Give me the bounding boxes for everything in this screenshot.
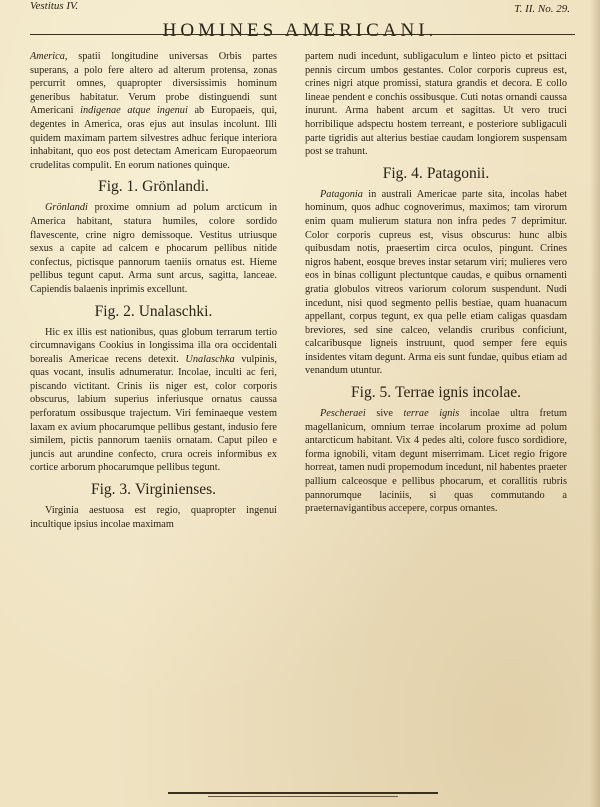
fig1-heading: Fig. 1. Grönlandi. [98, 178, 209, 196]
fig5-paragraph: Pescheraei sive terrae ignis incolae ultra fretum magellanicum, omnium terrae incolarum proxime ad polum antarcticum habitant. Vix 4 pedes alti, colore fusco sordidiore, forma ignobili, vitam degunt miserrimam. Licet regio frigore horreat, tamen nudi propemodum incedunt, nil habentes praeter pallium calceosque e pellibus phocarum, et corallitis rubris pannorumque laciniis, si quas commutando a praeternavigantibus accepere, corpus ornantes. [305, 408, 567, 515]
fig3-paragraph: Virginia aestuosa est regio, quapropter ingenui incultique ipsius incolae maximam [30, 505, 277, 530]
fig4-paragraph: Patagonia in australi Americae parte sita, incolas habet hominum, quos adhuc cognoverimus, maximos; tam virorum enim quam mulierum statura non infra pedes 7 deprimitur. Color corporis cupreus est, visus obscurus: hunc albis quibusdam notis, praesertim circa oculos, pingunt. Crines nigros habent, eosque breves instar setarum viri; mulieres vero eos in binas colligunt plectuntque caudas, e quibus ornamenti gratia globulos vitreos variorum colorum suspendunt. Nudi incedunt, nisi quod segmento pellis bestiae, quam huanacum appellant, corpus tegunt, ex qua pelle etiam caligas quasdam breviores, sed sine calceo, velandis cruribus conficiunt, calcaribusque ligneis instruunt, quod semper fere equis insidentes vitam degunt. Arma eis sunt fundae, quibus etiam ad venandum utuntur. [305, 188, 567, 377]
fig5-heading: Fig. 5. Terrae ignis incolae. [351, 384, 521, 402]
right-column [305, 50, 567, 516]
fig3-heading: Fig. 3. Virginienses. [90, 481, 217, 499]
fig4-heading: Fig. 4. Patagonii. [382, 164, 490, 182]
intro-indigenae: indigenae atque ingenui [80, 105, 188, 117]
left-column [30, 50, 277, 531]
fig2-heading: Fig. 2. Unalaschki. [94, 302, 213, 320]
fig1-paragraph: Grönlandi proxime omnium ad polum arcticum in America habitant, statura humiles, colore sordido flavescente, crine nigro demissoque. Vestitus utriusque sexus a capite ad calcem e phocarum pellibus nitide confectus, pictisque pannorum taeniis ornatus est. Hieme pellibus tegunt caput. Arma sunt arcus, sagitta, lanceae. Capiendis balaenis inprimis excellunt. [30, 202, 277, 295]
fig3-continuation: partem nudi incedunt, subligaculum e linteo picto et psittaci pennis circum umbos gestantes. Color corporis cupreus est, crines nigri atque promissi, statura grandis et decora. E collo lineae pendent e conchis ossibusque. Cuti notas ornandi caussa inurunt. Arma habent arcum et sagittas. Ut vero truci horribilique adspectu hostem terreant, e posteriore subligaculi parte tigridis aut alterius bestiae caudam longiorem suspensam post se trahunt. [305, 51, 567, 158]
intro-america: America [30, 51, 65, 62]
fig2-paragraph: Hic ex illis est nationibus, quas globum terrarum tertio circumnavigans Cookius in longissima illa ora occidentali borealis Americae recens detexit. Unalaschka vulpinis, quas vocant, insulis adnumeratur. Incolae, inculti ac feri, piscando victitant. Crinis iis niger est, color corporis obscurus, labium superius inferiusque ornatus caussa perforatum ossibusque trajectum. Viri feminaeque vestem laxam ex avium phocarumque pellibus gestant, indusio fere similem, pictis pannorum taeniis ornatam. Caput pileo e juncis aut arundine confecto, crura ocreis informibus ex cortice arborum phocarumque pellibus tegunt. [30, 326, 277, 474]
header-rule [30, 34, 575, 35]
volume-label: Vestitus IV. [30, 0, 79, 12]
plate-number: T. II. No. 29. [514, 3, 570, 15]
intro-paragraph: America, spatii longitudine universas Orbis partes superans, a polo fere altero ad alterum protensa, zonas percurrit omnes, quapropter diversissimis hominum generibus habitatur. Verum probe distinguendi sunt Americani indigenae atque ingenui ab Europaeis, qui, degentes in America, oras ejus aut insulas incolunt. Illi quidem maximam partem silvestres adhuc ferique interiora inhabitant, quo eos post detectam Americam Europaeorum crudelitas compulit. En eorum nationes quinque. [30, 51, 278, 171]
bottom-rule [168, 792, 438, 794]
page-title: HOMINES AMERICANI. [162, 19, 438, 41]
